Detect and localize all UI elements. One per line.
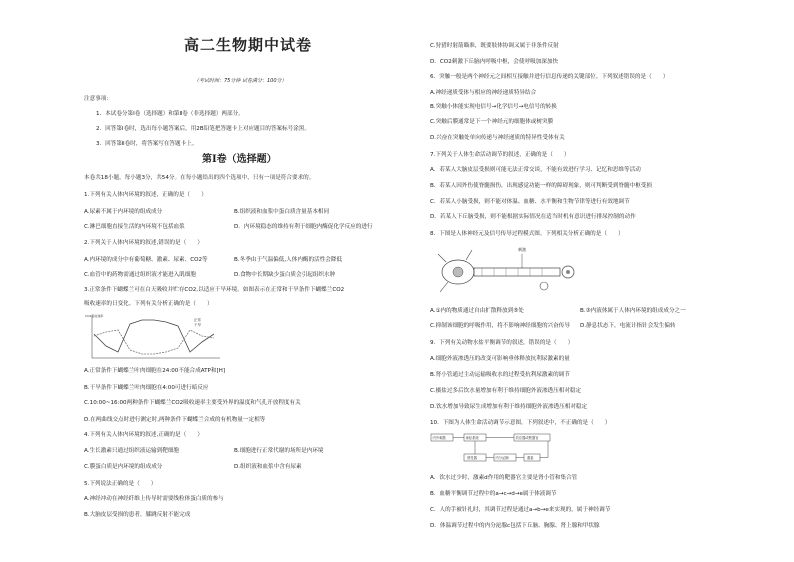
notice-item: 3．回答第Ⅱ卷时，将答案写在答题卡上。 [96, 141, 198, 147]
question-10-option-a: A．饮水过少时，激素d作用的靶器官主要是肾小管和集合管 [430, 475, 578, 481]
question-4-option-d: D.组织液和血浆中含有尿素 [234, 464, 302, 470]
question-9-option-d: D.饮水增加导致尿生成增加有利于维持细胞外液渗透压相对稳定 [430, 404, 588, 410]
question-3-option-d: D.在两曲线交点时进行测定时,两种条件下蝴蝶兰合成的有机物量一定相等 [84, 417, 266, 423]
question-2-option-b: B.冬季由于气温偏低,人体内酶的活性会降低 [234, 257, 343, 263]
question-1-option-d: D．内环境稳态的维持有利于细胞内酶促化学反应的进行 [234, 224, 373, 230]
co2-absorption-chart [84, 312, 224, 362]
box-stimulus: 内外刺激 [432, 436, 446, 440]
question-8-option-b: B.③内液体属于人体内环境的组成成分之一 [580, 308, 686, 314]
legend-drought: 干旱 [194, 323, 201, 327]
chart-ylabel: CO2吸收速率 [85, 314, 104, 318]
drought-curve [94, 330, 214, 354]
regulation-diagram [430, 432, 570, 468]
question-2-option-a: A.内环境的成分中有葡萄糖、激素、尿素、CO2等 [84, 257, 208, 263]
question-5-option-b: B.大脑皮层受损的患者，膝跳反射不能完成 [84, 512, 191, 518]
question-3-stem: 3.正常条件下蝴蝶兰可在白天吸收并贮存CO2,以适应干旱环境。如图表示在正常和干旱条件下蝴蝶兰CO2 [84, 287, 345, 293]
box-nervous: 神经系统 [465, 436, 479, 440]
notice-item: 1．本试卷分第Ⅰ卷（选择题）和第Ⅱ卷（非选择题）两部分。 [96, 111, 244, 117]
question-8-option-d: D.静息状态下，电流计指针会发生偏转 [580, 323, 676, 329]
question-5-stem: 5.下列说法正确的是（ ） [84, 481, 157, 487]
question-5-option-c: C.狩猎时射箭瞄准，既要肢体协调又属于非条件反射 [430, 43, 559, 49]
notice-item: 2．回答第Ⅰ卷时，选出每小题答案后，用2B铅笔把答题卡上对应题目的答案标号涂黑。 [96, 126, 310, 132]
question-4-option-c: C.膜蛋白质是内环境的组成成分 [84, 464, 163, 470]
box-gland: 内分泌腺 [495, 456, 509, 460]
page-title: 高二生物期中试卷 [184, 36, 313, 54]
question-4-stem: 4.下列有关人体内环境的叙述,正确的是（ ） [84, 432, 203, 438]
question-5-option-a: A.神经冲动在神经纤维上传导时需要线粒体蛋白质的参与 [84, 496, 224, 502]
question-5-option-d: D．CO2刺激下丘脑内呼吸中枢，会使呼吸加深加快 [430, 59, 559, 65]
question-10-option-c: C．人的手被针扎时，其调节过程是通过a→b→e来实现的，属于神经调节 [430, 507, 611, 513]
question-9-option-a: A.细胞外液渗透压的改变可影响垂体释放抗利尿激素的量 [430, 356, 570, 362]
question-7-option-c: C．若某人小脑受损，则不能对体温、血糖、水平衡和生物节律等进行有效地调节 [430, 199, 630, 205]
question-1-option-a: A.尿素不属于内环境的组成成分 [84, 209, 163, 215]
question-9-stem: 9．下列有关动物水盐平衡调节的叙述，错误的是（ ） [430, 340, 574, 346]
section-intro: 本卷共18小题，每小题3分，共54分。在每小题给出的四个选项中，只有一项是符合要求的。 [84, 175, 315, 181]
question-3-option-c: C.10:00~16:00两种条件下蝴蝶兰CO2吸收速率主要受外界的温度和气孔开放程度有关 [84, 400, 301, 406]
question-1-stem: 1.下列有关人体内环境的叙述，正确的是（ ） [84, 192, 207, 198]
question-7-option-b: B．若某人因外伤使脊髓损伤，出现感觉功能一样的障碍现象，则可判断受到脊髓中枢受损 [430, 183, 652, 189]
neuron-diagram [436, 242, 586, 302]
section-title: 第Ⅰ卷（选择题） [202, 154, 277, 165]
question-1-option-b: B.组织液和血浆中蛋白质含量基本相同 [234, 209, 330, 215]
notice-heading: 注意事项： [84, 96, 112, 102]
legend-normal: 正常 [194, 318, 201, 322]
question-6-option-c: C.突触后膜通常是下一个神经元的细胞体或树突膜 [430, 119, 554, 125]
question-6-option-a: A.神经递质受体与相应的神经递质特异结合 [430, 90, 537, 96]
box-receptor: 感受器 [467, 456, 477, 460]
question-7-option-d: D．若某人下丘脑受损，则不能根据实际情况在适当时机有意识进行排尿控制的动作 [430, 214, 636, 220]
question-6-option-d: D.兴奋在突触处单向传递与神经递质的特异性受体有关 [430, 135, 565, 141]
stimulus-label: 刺激 [518, 247, 526, 252]
question-2-stem: 2.下列关于人体内环境的叙述,错误的是（ ） [84, 240, 203, 246]
question-4-option-b: B.细胞进行正常代谢的场所是内环境 [234, 448, 324, 454]
question-9-option-b: B.肾小管通过主动运输吸收水的过程受抗利尿激素的调节 [430, 372, 570, 378]
question-2-option-c: C.血管中的药物需通过组织液才能进入肌细胞 [84, 272, 196, 278]
question-8-option-a: A.①内的物质通过自由扩散释放到⑤处 [430, 308, 524, 314]
question-3-option-b: B.干旱条件下蝴蝶兰叶肉细胞在4:00可进行暗反应 [84, 385, 209, 391]
box-effector: 效应器或靶器官 [515, 436, 539, 440]
question-6-stem: 6．突触一般是两个神经元之间相互接触并进行信息传递的关键部位。下列叙述错误的是（ ） [430, 74, 669, 80]
question-9-option-c: C.摄盐过多后饮水量增加有利于维持细胞外液渗透压相对稳定 [430, 388, 582, 394]
left-column [84, 0, 412, 562]
question-7-option-a: A．若某人大脑皮层受损则可能无法正常交谈，不能有效进行学习、记忆和思维等活动 [430, 167, 641, 173]
question-6-option-b: B.突触小体能实现电信号→化学信号→电信号的转换 [430, 104, 557, 110]
question-10-option-d: D．体温调节过程中的内分泌腺c包括下丘脑、胸腺、肾上腺和甲状腺 [430, 523, 600, 529]
question-8-stem: 8．下图是人体神经元及信号传导过程模式图。下列相关分析正确的是（ ） [430, 231, 624, 237]
question-4-option-a: A.生长激素只通过组织液运输到靶细胞 [84, 448, 180, 454]
question-7-stem: 7.下列关于人体生命活动调节的叙述，正确的是（ ） [430, 152, 570, 158]
question-1-option-c: C.淋巴细胞直接生活的内环境不包括血浆 [84, 224, 185, 230]
question-10-stem: 10．下图为人体生命活动调节示意图，下列叙述中，不正确的是（ ） [430, 420, 611, 426]
question-8-option-c: C.抑制该细胞的呼吸作用，将不影响神经细胞的兴奋传导 [430, 323, 570, 329]
box-hormone: 激素 [527, 456, 534, 460]
right-column [430, 0, 722, 562]
question-3-stem-cont: 吸收速率的日变化。下列有关分析正确的是（ ） [84, 301, 213, 307]
question-10-option-b: B．血糖平衡调节过程中的a→c→d→e属于体液调节 [430, 491, 557, 497]
exam-meta: （考试时间：75分钟 试卷满分：100分） [194, 78, 287, 84]
question-3-option-a: A.正常条件下蝴蝶兰叶肉细胞在24:00不能合成ATP和[H] [84, 368, 226, 374]
question-2-option-d: D.食物中长期缺少蛋白质会引起组织水肿 [234, 272, 336, 278]
